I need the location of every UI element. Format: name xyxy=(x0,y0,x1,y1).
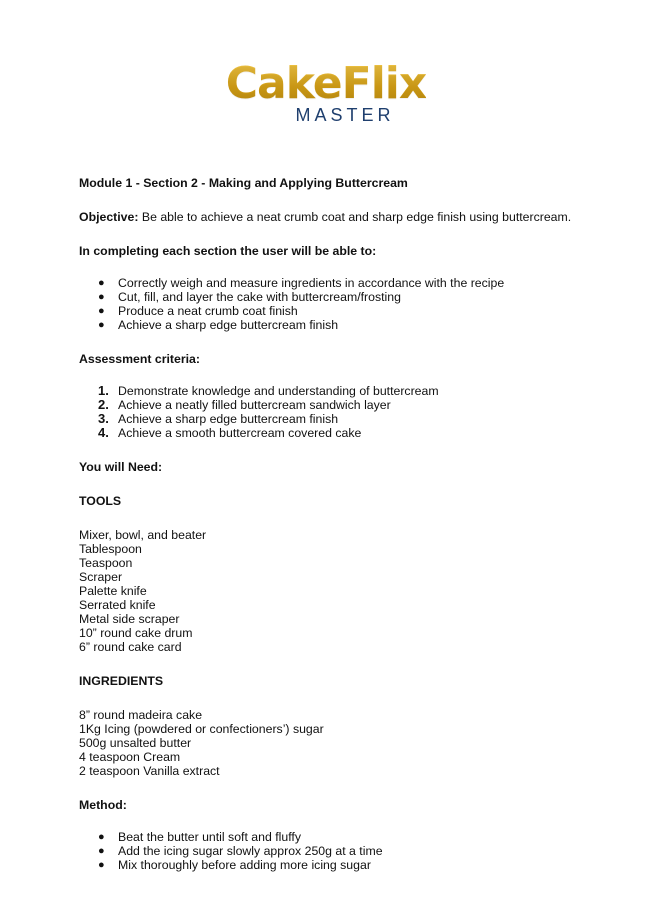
bullet-icon: ● xyxy=(98,859,105,871)
list-item: ● Add the icing sugar slowly approx 250g at a time xyxy=(98,844,383,858)
objective-text: Be able to achieve a neat crumb coat and sharp edge finish using buttercream. xyxy=(138,210,572,224)
completing-heading: In completing each section the user will be able to: xyxy=(79,244,377,258)
assessment-heading: Assessment criteria: xyxy=(79,352,200,366)
bullet-icon: ● xyxy=(98,291,105,303)
list-item: 4. Achieve a smooth buttercream covered cake xyxy=(98,425,362,440)
ingredients-heading: INGREDIENTS xyxy=(79,674,164,688)
logo-wordmark: CakeFlix xyxy=(225,58,427,109)
cakeflix-logo xyxy=(0,58,652,124)
tool-item: Mixer, bowl, and beater xyxy=(79,528,207,542)
completing-list xyxy=(79,276,599,332)
ingredient-item: 2 teaspoon Vanilla extract xyxy=(79,764,220,778)
method-list xyxy=(79,830,599,872)
ingredients-list xyxy=(79,708,599,778)
module-heading: Module 1 - Section 2 - Making and Applying Buttercream xyxy=(79,176,408,190)
tools-heading: TOOLS xyxy=(79,494,122,508)
need-heading: You will Need: xyxy=(79,460,163,474)
tool-item: Serrated knife xyxy=(79,598,156,612)
tool-item: Tablespoon xyxy=(79,542,142,556)
tool-item: Metal side scraper xyxy=(79,612,180,626)
tool-item: 6” round cake card xyxy=(79,640,182,654)
list-item: 2. Achieve a neatly filled buttercream sandwich layer xyxy=(98,397,391,412)
bullet-icon: ● xyxy=(98,831,105,843)
ingredient-item: 4 teaspoon Cream xyxy=(79,750,181,764)
bullet-icon: ● xyxy=(98,305,105,317)
list-item: 3. Achieve a sharp edge buttercream finish xyxy=(98,411,339,426)
method-heading: Method: xyxy=(79,798,127,812)
tool-item: Teaspoon xyxy=(79,556,133,570)
ingredient-item: 500g unsalted butter xyxy=(79,736,192,750)
ingredient-item: 1Kg Icing (powdered or confectioners’) sugar xyxy=(79,722,324,736)
logo-subtitle: MASTER xyxy=(295,105,395,125)
bullet-icon: ● xyxy=(98,277,105,289)
objective xyxy=(79,210,599,224)
list-item: ● Correctly weigh and measure ingredients in accordance with the recipe xyxy=(98,276,505,290)
list-item: ● Cut, fill, and layer the cake with buttercream/frosting xyxy=(98,290,401,304)
ingredient-item: 8” round madeira cake xyxy=(79,708,203,722)
bullet-icon: ● xyxy=(98,845,105,857)
tool-item: 10” round cake drum xyxy=(79,626,193,640)
tool-item: Palette knife xyxy=(79,584,147,598)
list-item: ● Beat the butter until soft and fluffy xyxy=(98,830,301,844)
document-body xyxy=(79,176,599,872)
list-item: ● Mix thoroughly before adding more icing sugar xyxy=(98,858,371,872)
list-item: ● Achieve a sharp edge buttercream finish xyxy=(98,318,339,332)
bullet-icon: ● xyxy=(98,319,105,331)
list-item: 1. Demonstrate knowledge and understanding of buttercream xyxy=(98,383,439,398)
list-item: ● Produce a neat crumb coat finish xyxy=(98,304,298,318)
tool-item: Scraper xyxy=(79,570,123,584)
objective-label: Objective: xyxy=(79,210,139,224)
tools-list xyxy=(79,528,599,654)
assessment-list xyxy=(79,384,599,440)
